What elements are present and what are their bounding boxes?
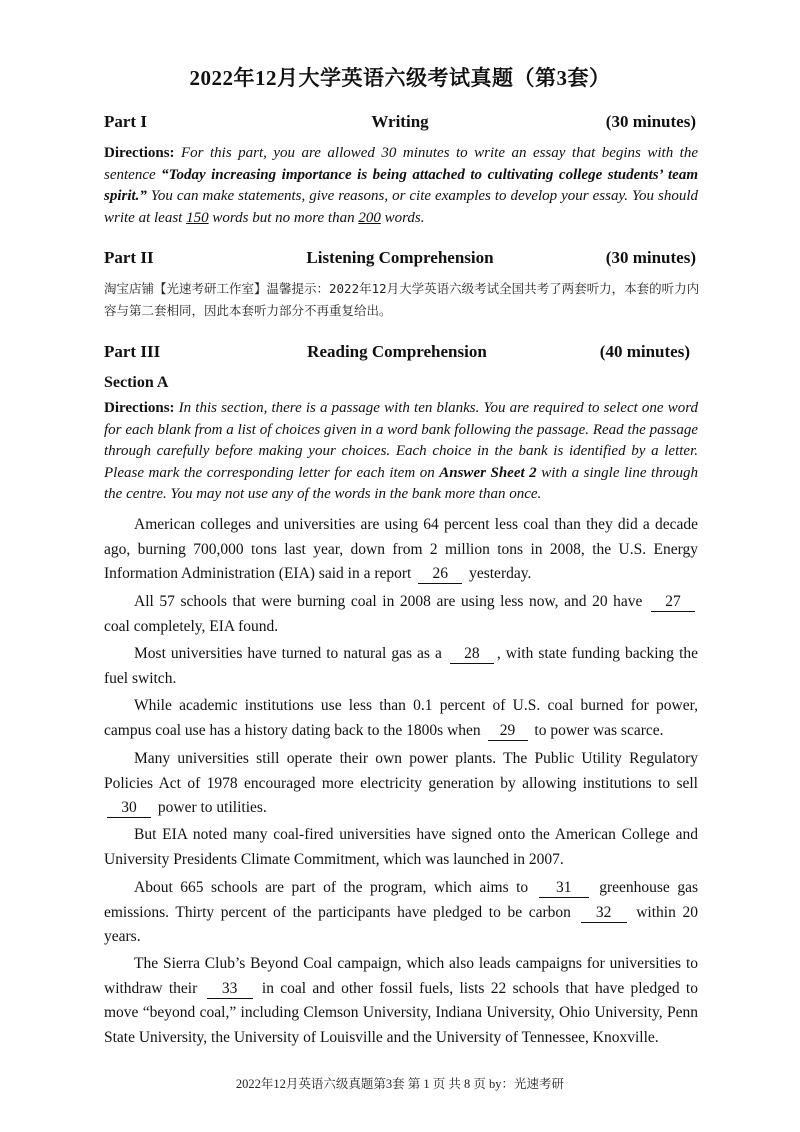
blank-28: 28: [450, 645, 494, 664]
passage-text: Many universities still operate their own power plants. The Public Utility Regulatory Policies Act of 1978 encouraged more electricity generation by allowing institutions to sell: [104, 750, 698, 792]
part3-label: Part III: [104, 342, 161, 361]
part1-directions-text-2: You can make statements, give reasons, or cite examples to develop your essay. You should write at least: [104, 188, 698, 226]
passage-paragraph-3: [104, 642, 698, 691]
blank-26: 26: [418, 565, 462, 584]
passage-paragraph-5: [104, 747, 698, 821]
passage-text: About 665 schools are part of the program, which aims to: [134, 879, 536, 896]
passage-text: coal completely, EIA found.: [104, 617, 279, 635]
section-a-heading: Section A: [104, 374, 169, 391]
part2-time: (30 minutes): [605, 248, 696, 267]
passage-paragraph-2: [104, 590, 698, 639]
passage-text: The Sierra Club’s Beyond Coal campaign, which also leads campaigns for universities to withdraw their: [104, 955, 698, 997]
part3-directions-text-2: with a single line through the centre. You may not use any of the words in the bank more than once.: [104, 464, 698, 502]
passage-text: power to utilities.: [154, 799, 267, 816]
blank-31: 31: [539, 879, 589, 898]
part3-time: (40 minutes): [599, 342, 690, 361]
part1-label: Part I: [104, 112, 147, 131]
part2-note: 淘宝店铺【光速考研工作室】温馨提示：2022年12月大学英语六级考试全国共考了两套听力，本套的听力内容与第二套相同，因此本套听力部分不再重复给出。: [104, 281, 700, 318]
part3-name: Reading Comprehension: [307, 342, 487, 361]
passage-paragraph-8: [104, 952, 698, 1050]
passage-text: to power was scarce.: [530, 721, 664, 739]
blank-32: 32: [581, 904, 627, 923]
blank-27: 27: [651, 593, 695, 612]
part1-time: (30 minutes): [605, 112, 696, 131]
part1-directions-text-3: words but no more than: [208, 209, 359, 226]
passage-text: yesterday.: [465, 565, 532, 582]
blank-33: 33: [207, 980, 253, 999]
blank-30: 30: [107, 799, 151, 818]
passage-text: Most universities have turned to natural gas as a: [134, 645, 447, 662]
passage-paragraph-1: [104, 513, 698, 587]
passage-paragraph-4: [104, 694, 698, 743]
part1-directions: [104, 143, 698, 229]
passage-text: in coal and other fossil fuels, lists 22 schools that have pledged to move “beyond coal,” including Clemson University, Indiana University, Ohio University, Penn State University, the University of Louisville and the University of Tennessee, Knoxville.: [104, 979, 698, 1046]
part1-min-words: 150: [186, 209, 209, 226]
passage-text: All 57 schools that were burning coal in 2008 are using less now, and 20 have: [134, 593, 648, 610]
passage-text: American colleges and universities are using 64 percent less coal than they did a decade ago, burning 700,000 tons last year, down from 2 million tons in 2008, the U.S. Energy Information Administration (EIA) said in a report: [104, 516, 698, 582]
part2-name: Listening Comprehension: [306, 248, 494, 267]
passage-text: , with state funding backing the fuel switch.: [104, 645, 699, 687]
answer-sheet-ref: Answer Sheet 2: [439, 464, 537, 481]
part1-directions-text-1: For this part, you are allowed 30 minutes to write an essay that begins with the sentence: [104, 145, 698, 183]
part3-directions: [104, 398, 698, 506]
part3-directions-label: Directions:: [104, 400, 175, 416]
part1-essay-prompt: “Today increasing importance is being attached to cultivating college students’ team spirit.”: [104, 166, 698, 204]
part2-header: [104, 248, 696, 272]
part1-directions-text-4: words.: [380, 209, 425, 226]
passage-text: But EIA noted many coal-fired universities have signed onto the American College and University Presidents Climate Commitment, which was launched in 2007.: [104, 826, 698, 868]
part3-directions-text-1: In this section, there is a passage with ten blanks. You are required to select one word for each blank from a list of choices given in a word bank following the passage. Read the passage through carefully before making your choices. Each choice in the bank is identified by a letter. Please mark the corresponding letter for each item on: [104, 400, 698, 481]
passage-text: greenhouse gas emissions. Thirty percent of the participants have pledged to be carbon: [104, 879, 698, 921]
part1-name: Writing: [371, 112, 429, 131]
part2-label: Part II: [104, 248, 154, 267]
part1-max-words: 200: [358, 209, 381, 226]
blank-29: 29: [488, 722, 528, 741]
part3-header: [104, 342, 690, 366]
part1-directions-label: Directions:: [104, 145, 175, 161]
passage-paragraph-7: [104, 876, 698, 950]
passage-paragraph-6: [104, 823, 698, 872]
page-title: 2022年12月大学英语六级考试真题（第3套）: [189, 66, 611, 90]
passage-text: While academic institutions use less than 0.1 percent of U.S. coal burned for power, campus coal use has a history dating back to the 1800s when: [104, 697, 698, 739]
page-footer: 2022年12月英语六级真题第3套 第 1 页 共 8 页 by：光速考研: [235, 1077, 565, 1091]
passage-text: within 20 years.: [104, 903, 698, 945]
part1-header: [104, 112, 696, 136]
